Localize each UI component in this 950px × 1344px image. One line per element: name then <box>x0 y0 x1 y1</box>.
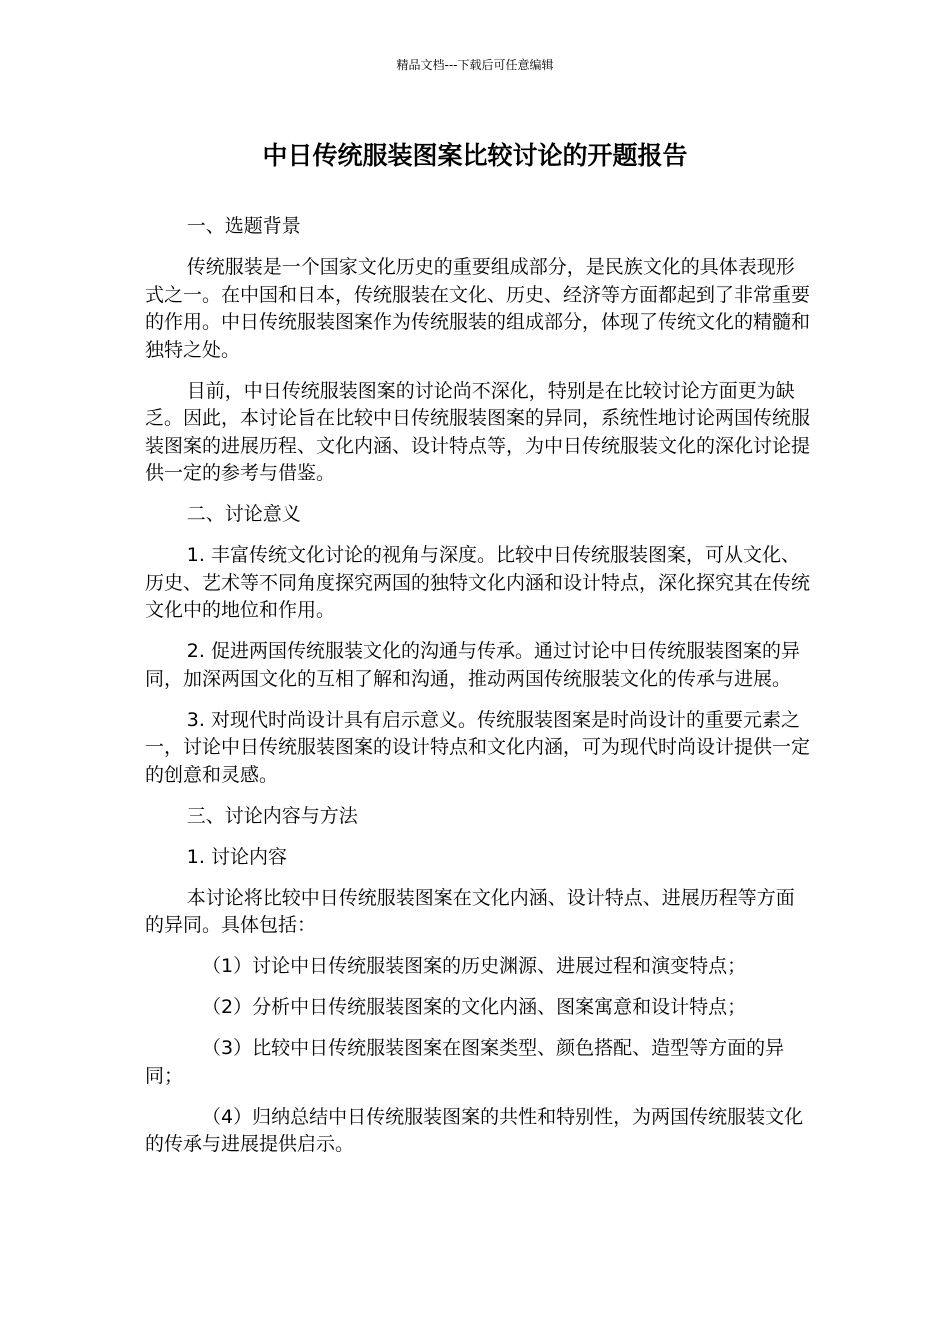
paragraph: 1. 丰富传统文化讨论的视角与深度。比较中日传统服装图案，可从文化、历史、艺术等不同角度探究两国的独特文化内涵和设计特点，深化探究其在传统文化中的地位和作用。 <box>145 544 811 621</box>
document-title: 中日传统服装图案比较讨论的开题报告 <box>262 141 688 170</box>
list-item: （2）分析中日传统服装图案的文化内涵、图案寓意和设计特点； <box>202 996 747 1018</box>
paragraph: 目前，中日传统服装图案的讨论尚不深化，特别是在比较讨论方面更为缺乏。因此，本讨论旨在比较中日传统服装图案的异同，系统性地讨论两国传统服装图案的进展历程、文化内涵、设计特点等，为中日传统服装文化的深化讨论提供一定的参考与借鉴。 <box>145 379 811 484</box>
list-item: （1）讨论中日传统服装图案的历史渊源、进展过程和演变特点； <box>202 955 747 977</box>
paragraph: 本讨论将比较中日传统服装图案在文化内涵、设计特点、进展历程等方面的异同。具体包括： <box>145 886 795 936</box>
page-header-note: 精品文档---下载后可任意编辑 <box>396 58 554 72</box>
list-item: （4）归纳总结中日传统服装图案的共性和特别性，为两国传统服装文化的传承与进展提供启示。 <box>145 1105 804 1155</box>
section-heading-content-method: 三、讨论内容与方法 <box>186 804 358 827</box>
paragraph: 传统服装是一个国家文化历史的重要组成部分，是民族文化的具体表现形式之一。在中国和日本，传统服装在文化、历史、经济等方面都起到了非常重要的作用。中日传统服装图案作为传统服装的组成部分，体现了传统文化的精髓和独特之处。 <box>145 256 811 361</box>
paragraph: 2. 促进两国传统服装文化的沟通与传承。通过讨论中日传统服装图案的异同，加深两国文化的互相了解和沟通，推动两国传统服装文化的传承与进展。 <box>145 640 800 690</box>
paragraph: 3. 对现代时尚设计具有启示意义。传统服装图案是时尚设计的重要元素之一，讨论中日传统服装图案的设计特点和文化内涵，可为现代时尚设计提供一定的创意和灵感。 <box>145 708 811 786</box>
section-heading-background: 一、选题背景 <box>186 215 301 237</box>
subsection-heading: 1. 讨论内容 <box>186 845 287 868</box>
list-item: （3）比较中日传统服装图案在图案类型、颜色搭配、造型等方面的异同； <box>145 1037 785 1087</box>
document-body <box>145 213 810 1172</box>
section-heading-significance: 二、讨论意义 <box>186 503 301 525</box>
